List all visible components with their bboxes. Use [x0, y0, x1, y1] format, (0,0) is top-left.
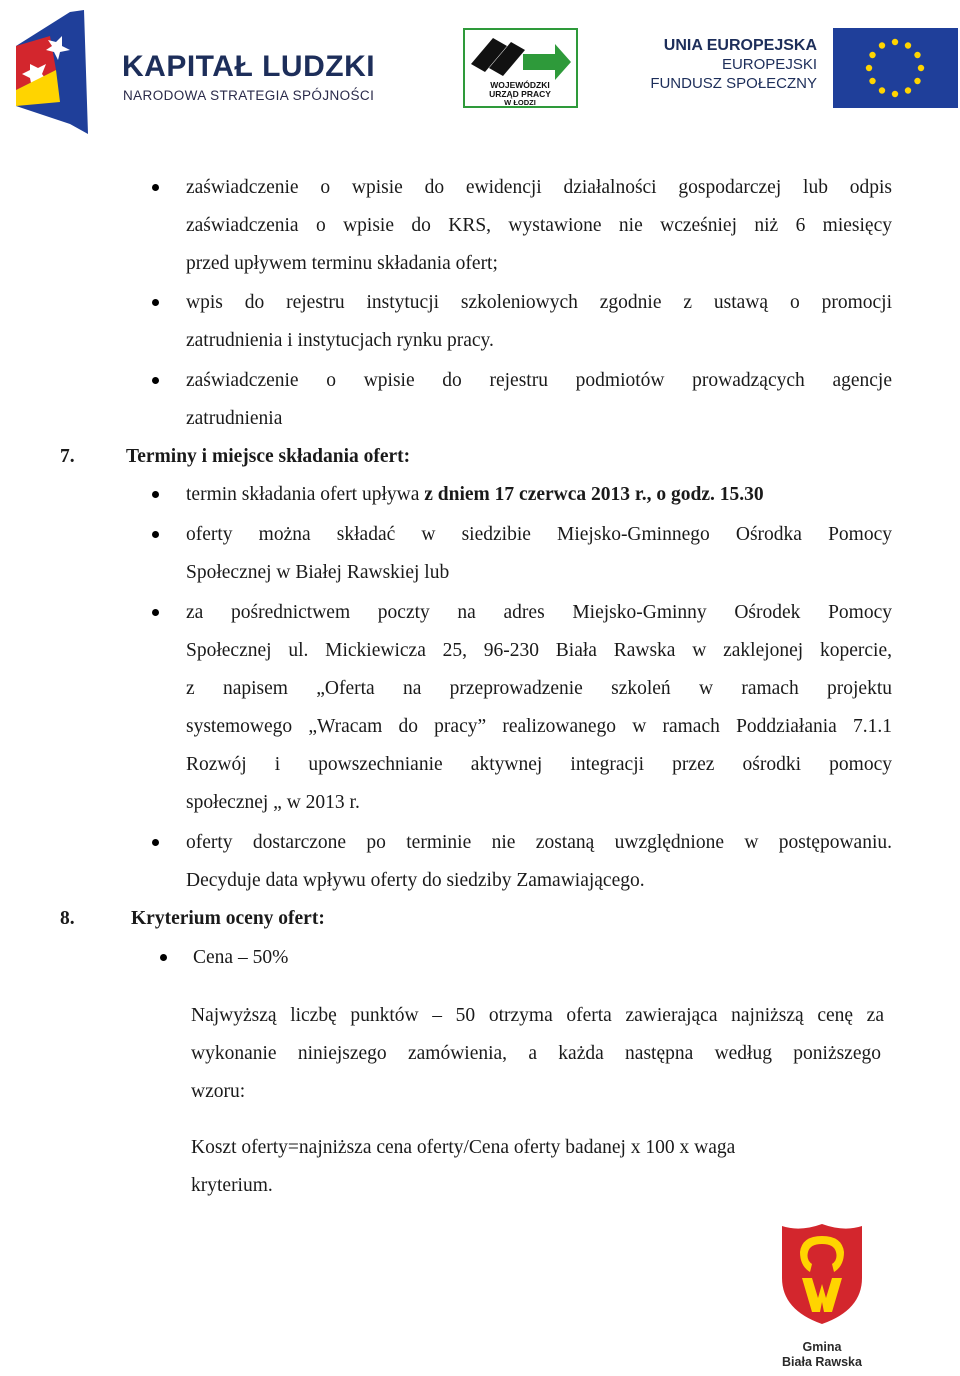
text-line: kryterium.: [191, 1175, 273, 1196]
deadline-line: [186, 483, 764, 507]
text-line: zatrudnienia: [186, 408, 283, 429]
text-line: zatrudnienia i instytucjach rynku pracy.: [186, 330, 494, 351]
kapital-ludzki-subtitle: NARODOWA STRATEGIA SPÓJNOŚCI: [123, 88, 375, 103]
text-line: wykonanie niniejszego zamówienia, a każda następna według poniższego: [191, 1043, 881, 1064]
section-7-title: Terminy i miejsce składania ofert:: [126, 446, 411, 467]
price-criterion: Cena – 50%: [193, 947, 289, 968]
wup-line-1: WOJEWÓDZKI: [490, 80, 550, 90]
bullet: [152, 491, 159, 498]
text-line: zaświadczenie o wpisie do ewidencji działalności gospodarczej lub odpis: [186, 177, 892, 198]
bullet: [152, 299, 159, 306]
kapital-ludzki-emblem: [10, 6, 90, 134]
text-line: oferty dostarczone po terminie nie zostaną uwzględnione w postępowaniu.: [186, 832, 892, 853]
wup-lodz-logo: [463, 28, 578, 108]
eu-line-3: FUNDUSZ SPOŁECZNY: [650, 75, 817, 92]
text-line: wzoru:: [191, 1081, 246, 1102]
wup-line-2: URZĄD PRACY: [489, 89, 551, 99]
eu-flag-icon: [833, 28, 958, 108]
bullet: [152, 184, 159, 191]
deadline-plain: termin składania ofert upływa: [186, 484, 425, 505]
text-line: zaświadczenia o wpisie do KRS, wystawione nie wcześniej niż 6 miesięcy: [186, 215, 892, 236]
text-line: społecznej „ w 2013 r.: [186, 792, 360, 813]
text-line: przed upływem terminu składania ofert;: [186, 253, 498, 274]
bullet: [152, 377, 159, 384]
text-line: systemowego „Wracam do pracy” realizowanego w ramach Poddziałania 7.1.1: [186, 716, 892, 737]
formula-line: Koszt oferty=najniższa cena oferty/Cena oferty badanej x 100 x waga: [191, 1137, 736, 1158]
text-line: zaświadczenie o wpisie do rejestru podmiotów prowadzących agencje: [186, 370, 892, 391]
text-line: oferty można składać w siedzibie Miejsko-Gminnego Ośrodka Pomocy: [186, 524, 892, 545]
section-8-title: Kryterium oceny ofert:: [131, 908, 325, 929]
eu-line-2: EUROPEJSKI: [721, 56, 817, 73]
gmina-line-1: Gmina: [802, 1340, 842, 1354]
gmina-line-2: Biała Rawska: [782, 1355, 862, 1369]
header-logos: [0, 0, 960, 140]
gmina-label: [770, 1340, 874, 1370]
bullet: [152, 609, 159, 616]
text-line: Rozwój i upowszechnianie aktywnej integracji przez ośrodki pomocy: [186, 754, 892, 775]
section-7-number: 7.: [60, 446, 75, 467]
kapital-ludzki-title: KAPITAŁ LUDZKI: [122, 50, 376, 83]
text-line: za pośrednictwem poczty na adres Miejsko-Gminny Ośrodek Pomocy: [186, 602, 892, 623]
section-8-number: 8.: [60, 908, 75, 929]
eu-fund-text: [643, 36, 817, 93]
text-line: wpis do rejestru instytucji szkoleniowych zgodnie z ustawą o promocji: [186, 292, 892, 313]
bullet: [160, 954, 167, 961]
text-line: Społecznej ul. Mickiewicza 25, 96-230 Biała Rawska w zaklejonej kopercie,: [186, 640, 892, 661]
bullet: [152, 839, 159, 846]
text-line: Decyduje data wpływu oferty do siedziby Zamawiającego.: [186, 870, 645, 891]
bullet: [152, 531, 159, 538]
text-line: Społecznej w Białej Rawskiej lub: [186, 562, 450, 583]
eu-line-1: UNIA EUROPEJSKA: [663, 37, 817, 54]
gmina-crest-icon: [778, 1222, 866, 1326]
deadline-bold: z dniem 17 czerwca 2013 r., o godz. 15.30: [424, 484, 764, 505]
wup-line-3: W ŁODZI: [504, 98, 536, 107]
text-line: Najwyższą liczbę punktów – 50 otrzyma oferta zawierająca najniższą cenę za: [191, 1005, 884, 1026]
text-line: z napisem „Oferta na przeprowadzenie szkoleń w ramach projektu: [186, 678, 892, 699]
